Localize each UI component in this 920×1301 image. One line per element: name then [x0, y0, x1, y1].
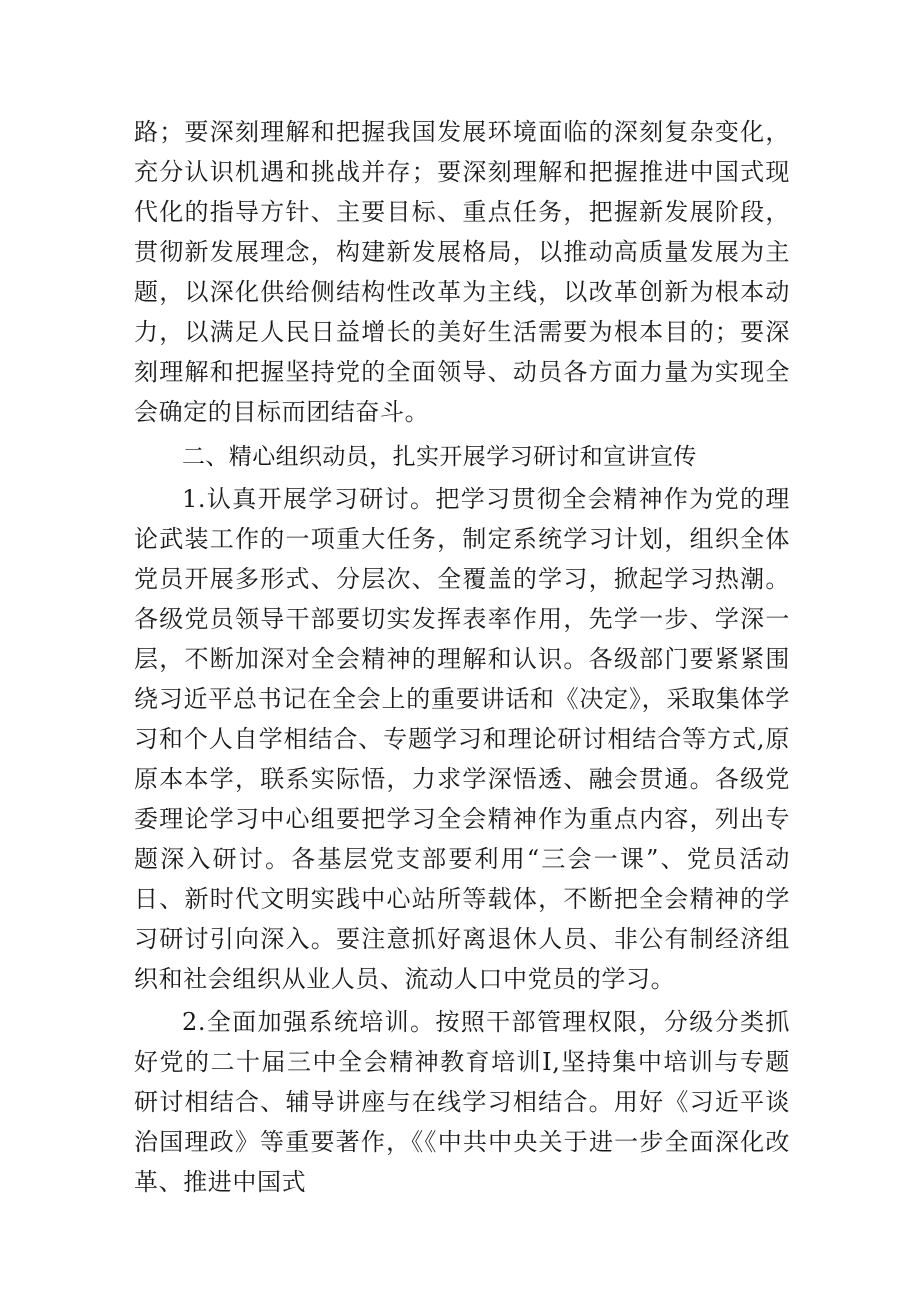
- paragraph-continuation: 路；要深刻理解和把握我国发展环境面临的深刻复杂变化，充分认识机遇和挑战并存；要深刻理解和把握推进中国式现代化的指导方针、主要目标、重点任务，把握新发展阶段，贯彻新发展理念，构建新发展格局，以推动高质量发展为主题，以深化供给侧结构性改革为主线，以改革创新为根本动力，以满足人民日益增长的美好生活需要为根本目的；要深刻理解和把握坚持党的全面领导、动员各方面力量为实现全会确定的目标而团结奋斗。: [134, 118, 790, 426]
- paragraph-item-1: 1.认真开展学习研讨。把学习贯彻全会精神作为党的理论武装工作的一项重大任务，制定系统学习计划，组织全体党员开展多形式、分层次、全覆盖的学习，掀起学习热潮。各级党员领导干部要切实发挥表率作用，先学一步、学深一层，不断加深对全会精神的理解和认识。各级部门要紧紧围绕习近平总书记在全会上的重要讲话和《决定》，采取集体学习和个人自学相结合、专题学习和理论研讨相结合等方式,原原本本学，联系实际悟，力求学深悟透、融会贯通。各级党委理论学习中心组要把学习全会精神作为重点内容，列出专题深入研讨。各基层党支部要利用“三会一课”、党员活动日、新时代文明实践中心站所等载体，不断把全会精神的学习研讨引向深入。要注意抓好离退休人员、非公有制经济组织和社会组织从业人员、流动人口中党员的学习。: [134, 485, 790, 993]
- paragraph-item-2: 2.全面加强系统培训。按照干部管理权限，分级分类抓好党的二十届三中全会精神教育培训I,坚持集中培训与专题研讨相结合、辅导讲座与在线学习相结合。用好《习近平谈治国理政》等重要著作，《《中共中央关于进一步全面深化改革、推进中国式: [134, 1008, 790, 1196]
- section-heading-2: 二、精心组织动员，扎实开展学习研讨和宣讲宣传: [182, 444, 697, 470]
- document-body: [134, 112, 790, 1202]
